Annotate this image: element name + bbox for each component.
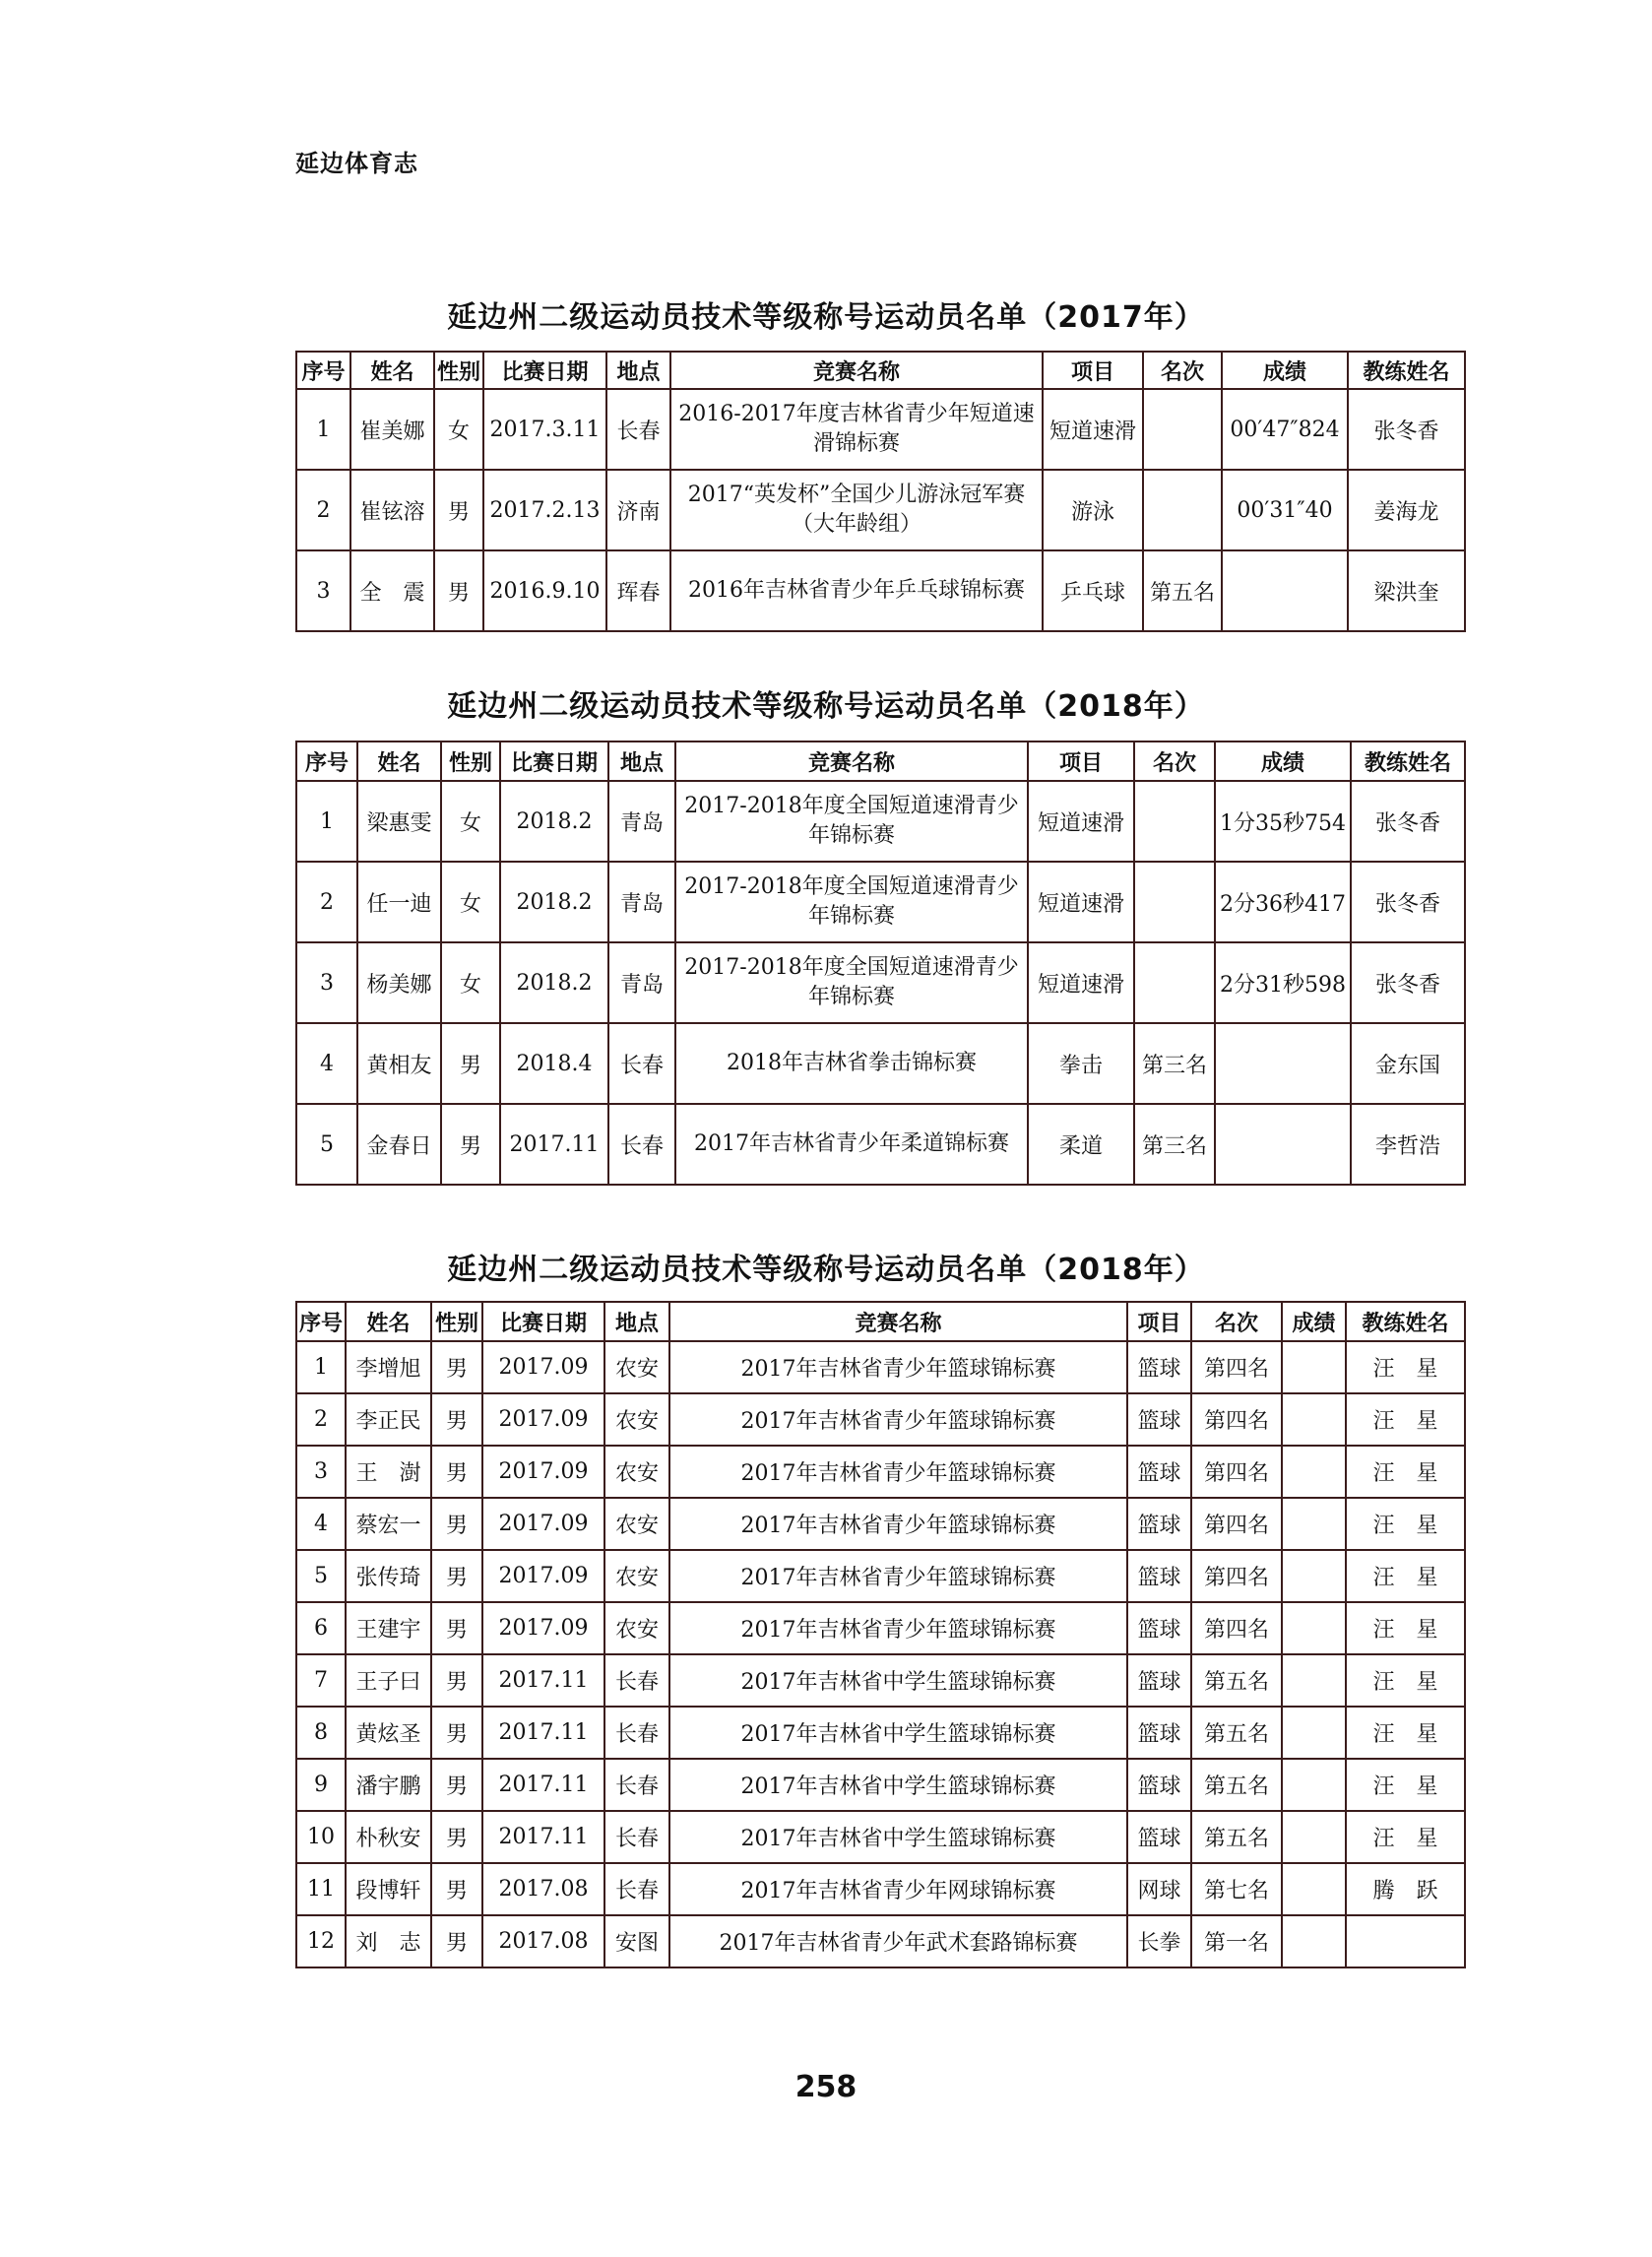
cell-coach: 梁洪奎: [1348, 550, 1465, 631]
cell-date: 2017.11: [482, 1811, 604, 1863]
cell-name: 杨美娜: [357, 942, 441, 1023]
col-header-gender: 性别: [434, 352, 483, 389]
cell-gender: 女: [441, 942, 500, 1023]
cell-location: 农安: [604, 1341, 669, 1393]
cell-name: 李正民: [346, 1393, 431, 1446]
cell-result: [1282, 1393, 1346, 1446]
table-1-title: 延边州二级运动员技术等级称号运动员名单（2017年）: [447, 300, 1205, 335]
col-header-rank: 名次: [1134, 742, 1215, 781]
cell-gender: 男: [431, 1446, 482, 1498]
cell-competition: 2017-2018年度全国短道速滑青少年锦标赛: [675, 942, 1028, 1023]
cell-result: [1282, 1498, 1346, 1550]
cell-index: 7: [296, 1654, 346, 1707]
cell-date: 2017.08: [482, 1915, 604, 1967]
cell-index: 12: [296, 1915, 346, 1967]
cell-competition: 2017年吉林省中学生篮球锦标赛: [669, 1654, 1127, 1707]
col-header-competition: 竞赛名称: [670, 352, 1043, 389]
cell-index: 3: [296, 942, 357, 1023]
cell-location: 长春: [604, 1707, 669, 1759]
col-header-index: 序号: [296, 742, 357, 781]
table-row: [296, 1446, 1465, 1498]
col-header-date: 比赛日期: [500, 742, 608, 781]
cell-gender: 男: [431, 1707, 482, 1759]
cell-name: 潘宇鹏: [346, 1759, 431, 1811]
cell-index: 11: [296, 1863, 346, 1915]
cell-index: 10: [296, 1811, 346, 1863]
cell-event: 篮球: [1127, 1550, 1191, 1602]
cell-coach: 汪 星: [1346, 1393, 1465, 1446]
cell-coach: 张冬香: [1351, 781, 1465, 862]
cell-rank: [1143, 389, 1222, 470]
cell-rank: 第五名: [1143, 550, 1222, 631]
cell-gender: 男: [431, 1550, 482, 1602]
cell-rank: 第五名: [1191, 1707, 1282, 1759]
cell-event: 篮球: [1127, 1602, 1191, 1654]
cell-event: 篮球: [1127, 1498, 1191, 1550]
cell-competition: 2017年吉林省青少年篮球锦标赛: [669, 1446, 1127, 1498]
cell-location: 珲春: [606, 550, 670, 631]
cell-coach: 张冬香: [1351, 942, 1465, 1023]
cell-coach: 汪 星: [1346, 1550, 1465, 1602]
cell-location: 农安: [604, 1393, 669, 1446]
cell-competition: 2017年吉林省青少年网球锦标赛: [669, 1863, 1127, 1915]
cell-result: [1215, 1104, 1351, 1185]
cell-index: 8: [296, 1707, 346, 1759]
cell-competition: 2017年吉林省青少年篮球锦标赛: [669, 1341, 1127, 1393]
cell-event: 篮球: [1127, 1707, 1191, 1759]
cell-name: 全 震: [350, 550, 434, 631]
table-row: [296, 1341, 1465, 1393]
col-header-rank: 名次: [1191, 1302, 1282, 1341]
cell-result: [1282, 1915, 1346, 1967]
cell-result: 00′31″40: [1222, 470, 1348, 550]
cell-date: 2017.11: [500, 1104, 608, 1185]
cell-coach: 张冬香: [1348, 389, 1465, 470]
cell-gender: 男: [434, 550, 483, 631]
cell-competition: 2018年吉林省拳击锦标赛: [675, 1023, 1028, 1104]
cell-gender: 男: [441, 1023, 500, 1104]
cell-coach: 姜海龙: [1348, 470, 1465, 550]
cell-coach: 汪 星: [1346, 1446, 1465, 1498]
table-row: [296, 389, 1465, 470]
page-number: 258: [794, 2070, 858, 2104]
table-header-row: [296, 742, 1465, 781]
table-row: [296, 1393, 1465, 1446]
cell-result: [1222, 550, 1348, 631]
cell-event: 短道速滑: [1028, 862, 1134, 942]
cell-competition: 2017年吉林省中学生篮球锦标赛: [669, 1707, 1127, 1759]
cell-date: 2017.09: [482, 1498, 604, 1550]
col-header-index: 序号: [296, 352, 350, 389]
cell-rank: [1134, 862, 1215, 942]
cell-gender: 女: [434, 389, 483, 470]
cell-location: 长春: [608, 1023, 675, 1104]
cell-event: 篮球: [1127, 1446, 1191, 1498]
cell-date: 2017.09: [482, 1393, 604, 1446]
cell-result: [1282, 1811, 1346, 1863]
cell-event: 拳击: [1028, 1023, 1134, 1104]
cell-competition: 2017年吉林省中学生篮球锦标赛: [669, 1811, 1127, 1863]
col-header-event: 项目: [1043, 352, 1143, 389]
table-row: [296, 1759, 1465, 1811]
cell-competition: 2016-2017年度吉林省青少年短道速滑锦标赛: [670, 389, 1043, 470]
cell-name: 蔡宏一: [346, 1498, 431, 1550]
cell-event: 长拳: [1127, 1915, 1191, 1967]
cell-name: 金春日: [357, 1104, 441, 1185]
cell-date: 2018.4: [500, 1023, 608, 1104]
cell-rank: 第一名: [1191, 1915, 1282, 1967]
col-header-event: 项目: [1028, 742, 1134, 781]
cell-gender: 男: [431, 1498, 482, 1550]
table-row: [296, 550, 1465, 631]
cell-result: [1282, 1863, 1346, 1915]
cell-coach: 金东国: [1351, 1023, 1465, 1104]
cell-competition: 2017年吉林省青少年篮球锦标赛: [669, 1550, 1127, 1602]
cell-date: 2017.09: [482, 1446, 604, 1498]
cell-result: 2分36秒417: [1215, 862, 1351, 942]
col-header-coach: 教练姓名: [1346, 1302, 1465, 1341]
cell-result: [1282, 1341, 1346, 1393]
col-header-result: 成绩: [1215, 742, 1351, 781]
cell-gender: 男: [431, 1393, 482, 1446]
cell-index: 3: [296, 550, 350, 631]
table-row: [296, 1707, 1465, 1759]
col-header-index: 序号: [296, 1302, 346, 1341]
cell-location: 长春: [604, 1811, 669, 1863]
col-header-name: 姓名: [346, 1302, 431, 1341]
cell-coach: 汪 星: [1346, 1811, 1465, 1863]
cell-gender: 男: [431, 1811, 482, 1863]
cell-result: [1282, 1707, 1346, 1759]
cell-location: 农安: [604, 1446, 669, 1498]
table-row: [296, 1863, 1465, 1915]
table-row: [296, 1915, 1465, 1967]
cell-event: 网球: [1127, 1863, 1191, 1915]
table-row: [296, 470, 1465, 550]
col-header-location: 地点: [606, 352, 670, 389]
cell-competition: 2017-2018年度全国短道速滑青少年锦标赛: [675, 862, 1028, 942]
cell-event: 篮球: [1127, 1393, 1191, 1446]
cell-index: 1: [296, 781, 357, 862]
col-header-rank: 名次: [1143, 352, 1222, 389]
cell-name: 王 澍: [346, 1446, 431, 1498]
table-row: [296, 862, 1465, 942]
col-header-date: 比赛日期: [483, 352, 606, 389]
cell-rank: 第五名: [1191, 1654, 1282, 1707]
cell-gender: 男: [431, 1341, 482, 1393]
table-row: [296, 1811, 1465, 1863]
cell-name: 朴秋安: [346, 1811, 431, 1863]
cell-index: 1: [296, 389, 350, 470]
cell-name: 王建宇: [346, 1602, 431, 1654]
cell-gender: 男: [431, 1863, 482, 1915]
cell-name: 张传琦: [346, 1550, 431, 1602]
cell-gender: 女: [441, 781, 500, 862]
cell-date: 2017.2.13: [483, 470, 606, 550]
col-header-date: 比赛日期: [482, 1302, 604, 1341]
cell-gender: 男: [441, 1104, 500, 1185]
cell-location: 长春: [604, 1654, 669, 1707]
cell-rank: [1143, 470, 1222, 550]
cell-competition: 2017年吉林省青少年篮球锦标赛: [669, 1393, 1127, 1446]
cell-rank: 第五名: [1191, 1759, 1282, 1811]
cell-event: 短道速滑: [1028, 942, 1134, 1023]
col-header-result: 成绩: [1222, 352, 1348, 389]
cell-competition: 2017年吉林省青少年篮球锦标赛: [669, 1498, 1127, 1550]
cell-index: 2: [296, 470, 350, 550]
cell-name: 李增旭: [346, 1341, 431, 1393]
cell-event: 短道速滑: [1043, 389, 1143, 470]
table-row: [296, 1654, 1465, 1707]
cell-rank: [1134, 942, 1215, 1023]
cell-index: 9: [296, 1759, 346, 1811]
cell-coach: 李哲浩: [1351, 1104, 1465, 1185]
table-row: [296, 781, 1465, 862]
cell-name: 王子曰: [346, 1654, 431, 1707]
cell-gender: 男: [431, 1602, 482, 1654]
cell-coach: 汪 星: [1346, 1759, 1465, 1811]
cell-rank: 第四名: [1191, 1498, 1282, 1550]
cell-date: 2018.2: [500, 862, 608, 942]
col-header-competition: 竞赛名称: [669, 1302, 1127, 1341]
col-header-name: 姓名: [350, 352, 434, 389]
cell-coach: 张冬香: [1351, 862, 1465, 942]
cell-coach: 汪 星: [1346, 1707, 1465, 1759]
cell-name: 黄相友: [357, 1023, 441, 1104]
table-2-title: 延边州二级运动员技术等级称号运动员名单（2018年）: [447, 689, 1205, 724]
col-header-location: 地点: [608, 742, 675, 781]
col-header-location: 地点: [604, 1302, 669, 1341]
cell-competition: 2017年吉林省青少年柔道锦标赛: [675, 1104, 1028, 1185]
cell-date: 2017.11: [482, 1654, 604, 1707]
cell-result: 2分31秒598: [1215, 942, 1351, 1023]
cell-result: [1282, 1654, 1346, 1707]
cell-location: 长春: [608, 1104, 675, 1185]
cell-competition: 2017年吉林省青少年篮球锦标赛: [669, 1602, 1127, 1654]
cell-result: 00′47″824: [1222, 389, 1348, 470]
cell-location: 安图: [604, 1915, 669, 1967]
cell-event: 短道速滑: [1028, 781, 1134, 862]
col-header-event: 项目: [1127, 1302, 1191, 1341]
cell-gender: 男: [431, 1654, 482, 1707]
cell-rank: 第四名: [1191, 1602, 1282, 1654]
cell-rank: 第三名: [1134, 1104, 1215, 1185]
table-row: [296, 1498, 1465, 1550]
cell-result: [1215, 1023, 1351, 1104]
cell-name: 梁惠雯: [357, 781, 441, 862]
cell-index: 4: [296, 1023, 357, 1104]
cell-name: 黄炫圣: [346, 1707, 431, 1759]
cell-rank: [1134, 781, 1215, 862]
cell-index: 2: [296, 1393, 346, 1446]
cell-index: 5: [296, 1104, 357, 1185]
cell-rank: 第七名: [1191, 1863, 1282, 1915]
cell-date: 2017.08: [482, 1863, 604, 1915]
table-3-title: 延边州二级运动员技术等级称号运动员名单（2018年）: [447, 1253, 1205, 1287]
cell-result: [1282, 1602, 1346, 1654]
cell-event: 游泳: [1043, 470, 1143, 550]
cell-rank: 第五名: [1191, 1811, 1282, 1863]
cell-location: 农安: [604, 1498, 669, 1550]
cell-location: 长春: [604, 1863, 669, 1915]
cell-location: 济南: [606, 470, 670, 550]
cell-gender: 男: [431, 1759, 482, 1811]
col-header-competition: 竞赛名称: [675, 742, 1028, 781]
cell-name: 崔美娜: [350, 389, 434, 470]
table-header-row: [296, 1302, 1465, 1341]
table-row: [296, 1602, 1465, 1654]
cell-location: 长春: [606, 389, 670, 470]
col-header-gender: 性别: [441, 742, 500, 781]
roster-table-2018-b: [295, 1301, 1466, 1968]
cell-rank: 第四名: [1191, 1341, 1282, 1393]
cell-location: 农安: [604, 1602, 669, 1654]
cell-date: 2017.11: [482, 1759, 604, 1811]
cell-gender: 男: [431, 1915, 482, 1967]
cell-event: 篮球: [1127, 1341, 1191, 1393]
cell-event: 篮球: [1127, 1759, 1191, 1811]
cell-competition: 2017年吉林省中学生篮球锦标赛: [669, 1759, 1127, 1811]
cell-location: 青岛: [608, 781, 675, 862]
cell-index: 3: [296, 1446, 346, 1498]
table-row: [296, 1104, 1465, 1185]
cell-gender: 女: [441, 862, 500, 942]
cell-name: 刘 志: [346, 1915, 431, 1967]
col-header-gender: 性别: [431, 1302, 482, 1341]
cell-index: 1: [296, 1341, 346, 1393]
cell-name: 段博轩: [346, 1863, 431, 1915]
cell-rank: 第三名: [1134, 1023, 1215, 1104]
cell-coach: 汪 星: [1346, 1341, 1465, 1393]
cell-date: 2017.09: [482, 1602, 604, 1654]
cell-location: 长春: [604, 1759, 669, 1811]
col-header-result: 成绩: [1282, 1302, 1346, 1341]
cell-competition: 2017年吉林省青少年武术套路锦标赛: [669, 1915, 1127, 1967]
roster-table-2018-a: [295, 741, 1466, 1186]
col-header-coach: 教练姓名: [1348, 352, 1465, 389]
cell-date: 2018.2: [500, 781, 608, 862]
table-header-row: [296, 352, 1465, 389]
cell-coach: 汪 星: [1346, 1498, 1465, 1550]
cell-competition: 2016年吉林省青少年乒乓球锦标赛: [670, 550, 1043, 631]
cell-date: 2018.2: [500, 942, 608, 1023]
cell-index: 6: [296, 1602, 346, 1654]
cell-rank: 第四名: [1191, 1393, 1282, 1446]
cell-name: 崔铉溶: [350, 470, 434, 550]
col-header-name: 姓名: [357, 742, 441, 781]
cell-result: 1分35秒754: [1215, 781, 1351, 862]
table-row: [296, 1023, 1465, 1104]
cell-gender: 男: [434, 470, 483, 550]
cell-competition: 2017“英发杯”全国少儿游泳冠军赛（大年龄组）: [670, 470, 1043, 550]
cell-date: 2017.09: [482, 1341, 604, 1393]
cell-date: 2017.11: [482, 1707, 604, 1759]
cell-event: 篮球: [1127, 1654, 1191, 1707]
table-row: [296, 942, 1465, 1023]
roster-table-2017: [295, 351, 1466, 632]
cell-date: 2016.9.10: [483, 550, 606, 631]
cell-name: 任一迪: [357, 862, 441, 942]
cell-coach: 腾 跃: [1346, 1863, 1465, 1915]
cell-location: 青岛: [608, 942, 675, 1023]
cell-competition: 2017-2018年度全国短道速滑青少年锦标赛: [675, 781, 1028, 862]
col-header-coach: 教练姓名: [1351, 742, 1465, 781]
cell-rank: 第四名: [1191, 1550, 1282, 1602]
cell-event: 柔道: [1028, 1104, 1134, 1185]
cell-coach: 汪 星: [1346, 1602, 1465, 1654]
cell-index: 5: [296, 1550, 346, 1602]
cell-result: [1282, 1759, 1346, 1811]
cell-date: 2017.09: [482, 1550, 604, 1602]
cell-index: 2: [296, 862, 357, 942]
cell-coach: [1346, 1915, 1465, 1967]
cell-date: 2017.3.11: [483, 389, 606, 470]
cell-coach: 汪 星: [1346, 1654, 1465, 1707]
cell-result: [1282, 1550, 1346, 1602]
table-row: [296, 1550, 1465, 1602]
cell-event: 乒乓球: [1043, 550, 1143, 631]
cell-result: [1282, 1446, 1346, 1498]
cell-location: 青岛: [608, 862, 675, 942]
cell-location: 农安: [604, 1550, 669, 1602]
cell-index: 4: [296, 1498, 346, 1550]
cell-event: 篮球: [1127, 1811, 1191, 1863]
running-header: 延边体育志: [295, 150, 418, 177]
cell-rank: 第四名: [1191, 1446, 1282, 1498]
